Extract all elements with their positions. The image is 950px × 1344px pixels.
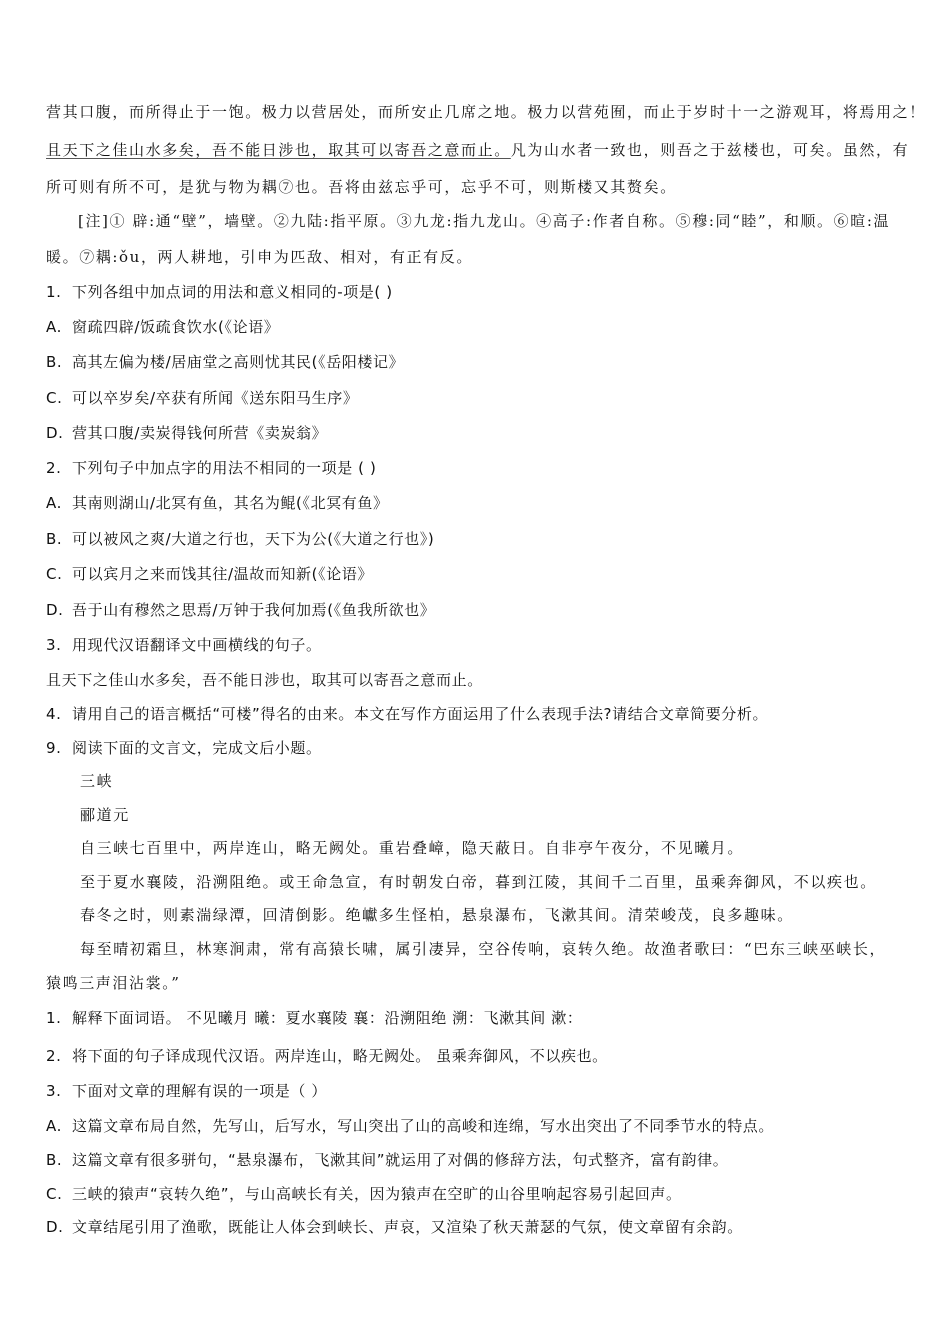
option-letter: D. [46,424,64,442]
option-text: 可以被风之爽/大道之行也，天下为公(《大道之行也》) [72,530,435,548]
passage-title: 三峡 [80,772,114,790]
s9-question-1 [46,1008,582,1028]
option-letter: A. [46,318,62,336]
question-2-option-b [46,529,434,549]
question-number: 3. [46,636,62,654]
option-letter: A. [46,1117,62,1135]
passage-paragraph-2: 至于夏水襄陵，沿溯阻绝。或王命急宣，有时朝发白帝，暮到江陵，其间千二百里，虽乘奔御风，不以疾也。 [80,873,877,891]
question-4 [46,704,768,724]
passage-paragraph-3: 春冬之时，则素湍绿潭，回清倒影。绝巘多生怪柏，悬泉瀑布，飞漱其间。清荣峻茂，良多趣味。 [80,906,794,924]
section-9-heading [46,738,322,758]
s9-question-3 [46,1081,327,1101]
s9-question-3-option-a [46,1116,774,1136]
passage-paragraph-4-cont: 猿鸣三声泪沾裳。” [46,974,181,992]
option-letter: C. [46,1185,63,1203]
passage-author: 郦道元 [80,806,130,824]
passage-paragraph-1: 自三峡七百里中，两岸连山，略无阙处。重岩叠嶂，隐天蔽日。自非亭午夜分，不见曦月。 [80,839,745,857]
question-number: 3. [46,1082,62,1100]
option-letter: C. [46,389,63,407]
question-2 [46,458,376,478]
section-number: 9. [46,739,62,757]
option-letter: B. [46,1151,63,1169]
option-letter: B. [46,530,63,548]
passage-line-1: 营其口腹，而所得止于一饱。极力以营居处，而所安止几席之地。极力以营苑囿，而止于岁时十一之游观耳，将焉用之！ [46,103,926,121]
option-text: 可以卒岁矣/卒获有所闻《送东阳马生序》 [72,389,359,407]
option-text: 营其口腹/卖炭得钱何所营《卖炭翁》 [72,424,328,442]
option-letter: A. [46,494,62,512]
question-1-option-c [46,388,358,408]
question-2-option-a [46,493,389,513]
option-letter: D. [46,1218,64,1236]
s9-question-3-option-b [46,1150,728,1170]
option-text: 这篇文章有很多骈句，“悬泉瀑布，飞漱其间”就运用了对偶的修辞方法，句式整齐，富有韵律。 [72,1151,729,1169]
question-3-sentence: 且天下之佳山水多矣，吾不能日涉也，取其可以寄吾之意而止。 [46,671,483,689]
option-text: 可以宾月之来而饯其往/温故而知新(《论语》 [72,565,374,583]
passage-line-2-rest: 凡为山水者一致也，则吾之于兹楼也，可矣。虽然，有 [510,141,910,159]
question-text: 将下面的句子译成现代汉语。两岸连山，略无阙处。 虽乘奔御风，不以疾也。 [72,1047,608,1065]
question-text: 解释下面词语。 不见曦月 曦：夏水襄陵 襄：沿溯阻绝 溯：飞漱其间 漱： [72,1009,583,1027]
option-letter: B. [46,353,63,371]
passage-paragraph-4: 每至晴初霜旦，林寒涧肃，常有高猿长啸，属引凄异，空谷传响，哀转久绝。故渔者歌曰：“巴东三峡巫峡长， [80,940,887,958]
question-number: 4. [46,705,62,723]
option-text: 这篇文章布局自然，先写山，后写水，写山突出了山的高峻和连绵，写水出突出了不同季节水的特点。 [72,1117,775,1135]
question-text: 请用自己的语言概括“可楼”得名的由来。本文在写作方面运用了什么表现手法?请结合文章简要分析。 [72,705,769,723]
option-text: 文章结尾引用了渔歌，既能让人体会到峡长、声哀，又渲染了秋天萧瑟的气氛，使文章留有余韵。 [72,1218,743,1236]
question-number: 1. [46,1009,62,1027]
question-2-option-c [46,564,373,584]
question-1-option-d [46,423,327,443]
s9-question-3-option-c [46,1184,682,1204]
passage-line-3: 所可则有所不可，是犹与物为耦⑦也。吾将由兹忘乎可，忘乎不可，则斯楼又其赘矣。 [46,178,677,196]
notes-line-2: 暖。⑦耦:ǒu，两人耕地，引申为匹敌、相对，有正有反。 [46,248,473,266]
question-3 [46,635,322,655]
option-text: 吾于山有穆然之思焉/万钟于我何加焉(《鱼我所欲也》 [72,601,436,619]
section-intro: 阅读下面的文言文，完成文后小题。 [72,739,322,757]
option-letter: C. [46,565,63,583]
s9-question-3-option-d [46,1217,743,1237]
question-number: 1. [46,283,62,301]
s9-question-2 [46,1046,608,1066]
question-2-option-d [46,600,435,620]
option-text: 高其左偏为楼/居庙堂之高则忧其民(《岳阳楼记》 [72,353,405,371]
question-text: 下列句子中加点字的用法不相同的一项是 ( ) [72,459,377,477]
question-number: 2. [46,459,62,477]
question-text: 下面对文章的理解有误的一项是（ ） [72,1082,327,1100]
question-1-option-a [46,317,279,337]
question-text: 用现代汉语翻译文中画横线的句子。 [72,636,322,654]
question-number: 2. [46,1047,62,1065]
option-text: 其南则湖山/北冥有鱼，其名为鲲(《北冥有鱼》 [72,494,389,512]
notes-line-1: [注]① 辟:通“壁”，墙壁。②九陆:指平原。③九龙:指九龙山。④高子:作者自称。⑤穆:同“睦”，和顺。⑥暄:温 [78,212,891,230]
option-letter: D. [46,601,64,619]
question-1-option-b [46,352,404,372]
question-text: 下列各组中加点词的用法和意义相同的-项是( ) [72,283,393,301]
underlined-sentence: 且天下之佳山水多矣，吾不能日涉也，取其可以寄吾之意而止。 [46,141,511,159]
passage-line-2 [46,140,909,160]
question-1 [46,282,393,302]
option-text: 窗疏四辟/饭疏食饮水(《论语》 [72,318,280,336]
option-text: 三峡的猿声“哀转久绝”，与山高峡长有关，因为猿声在空旷的山谷里响起容易引起回声。 [72,1185,682,1203]
